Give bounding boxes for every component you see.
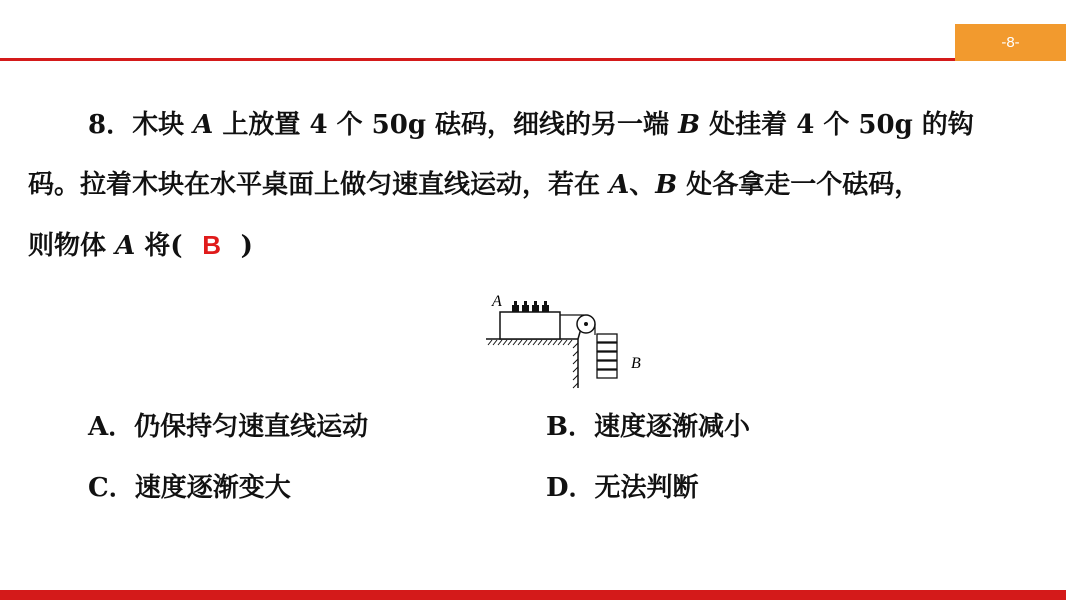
question-line-2: 码。拉着木块在水平桌面上做匀速直线运动，若在 A、B 处各拿走一个砝码， (28, 170, 921, 200)
top-rule (0, 58, 955, 61)
question-line-3: 则物体 A 将( B ) (28, 230, 253, 261)
physics-figure (478, 286, 658, 390)
figure-label-a: A (492, 293, 502, 310)
page-number-badge: -8- (955, 24, 1066, 61)
bottom-rule (0, 590, 1066, 600)
figure-label-b: B (631, 355, 641, 372)
option-a: A．仍保持匀速直线运动 (88, 412, 369, 442)
option-d: D．无法判断 (546, 473, 699, 503)
option-c: C．速度逐渐变大 (88, 473, 291, 503)
answer-mark: B (202, 230, 221, 260)
question-line-1: 8．木块 A 上放置 4 个 50g 砝码，细线的另一端 B 处挂着 4 个 50g 的钩 (88, 110, 974, 140)
option-b: B．速度逐渐减小 (546, 412, 750, 442)
